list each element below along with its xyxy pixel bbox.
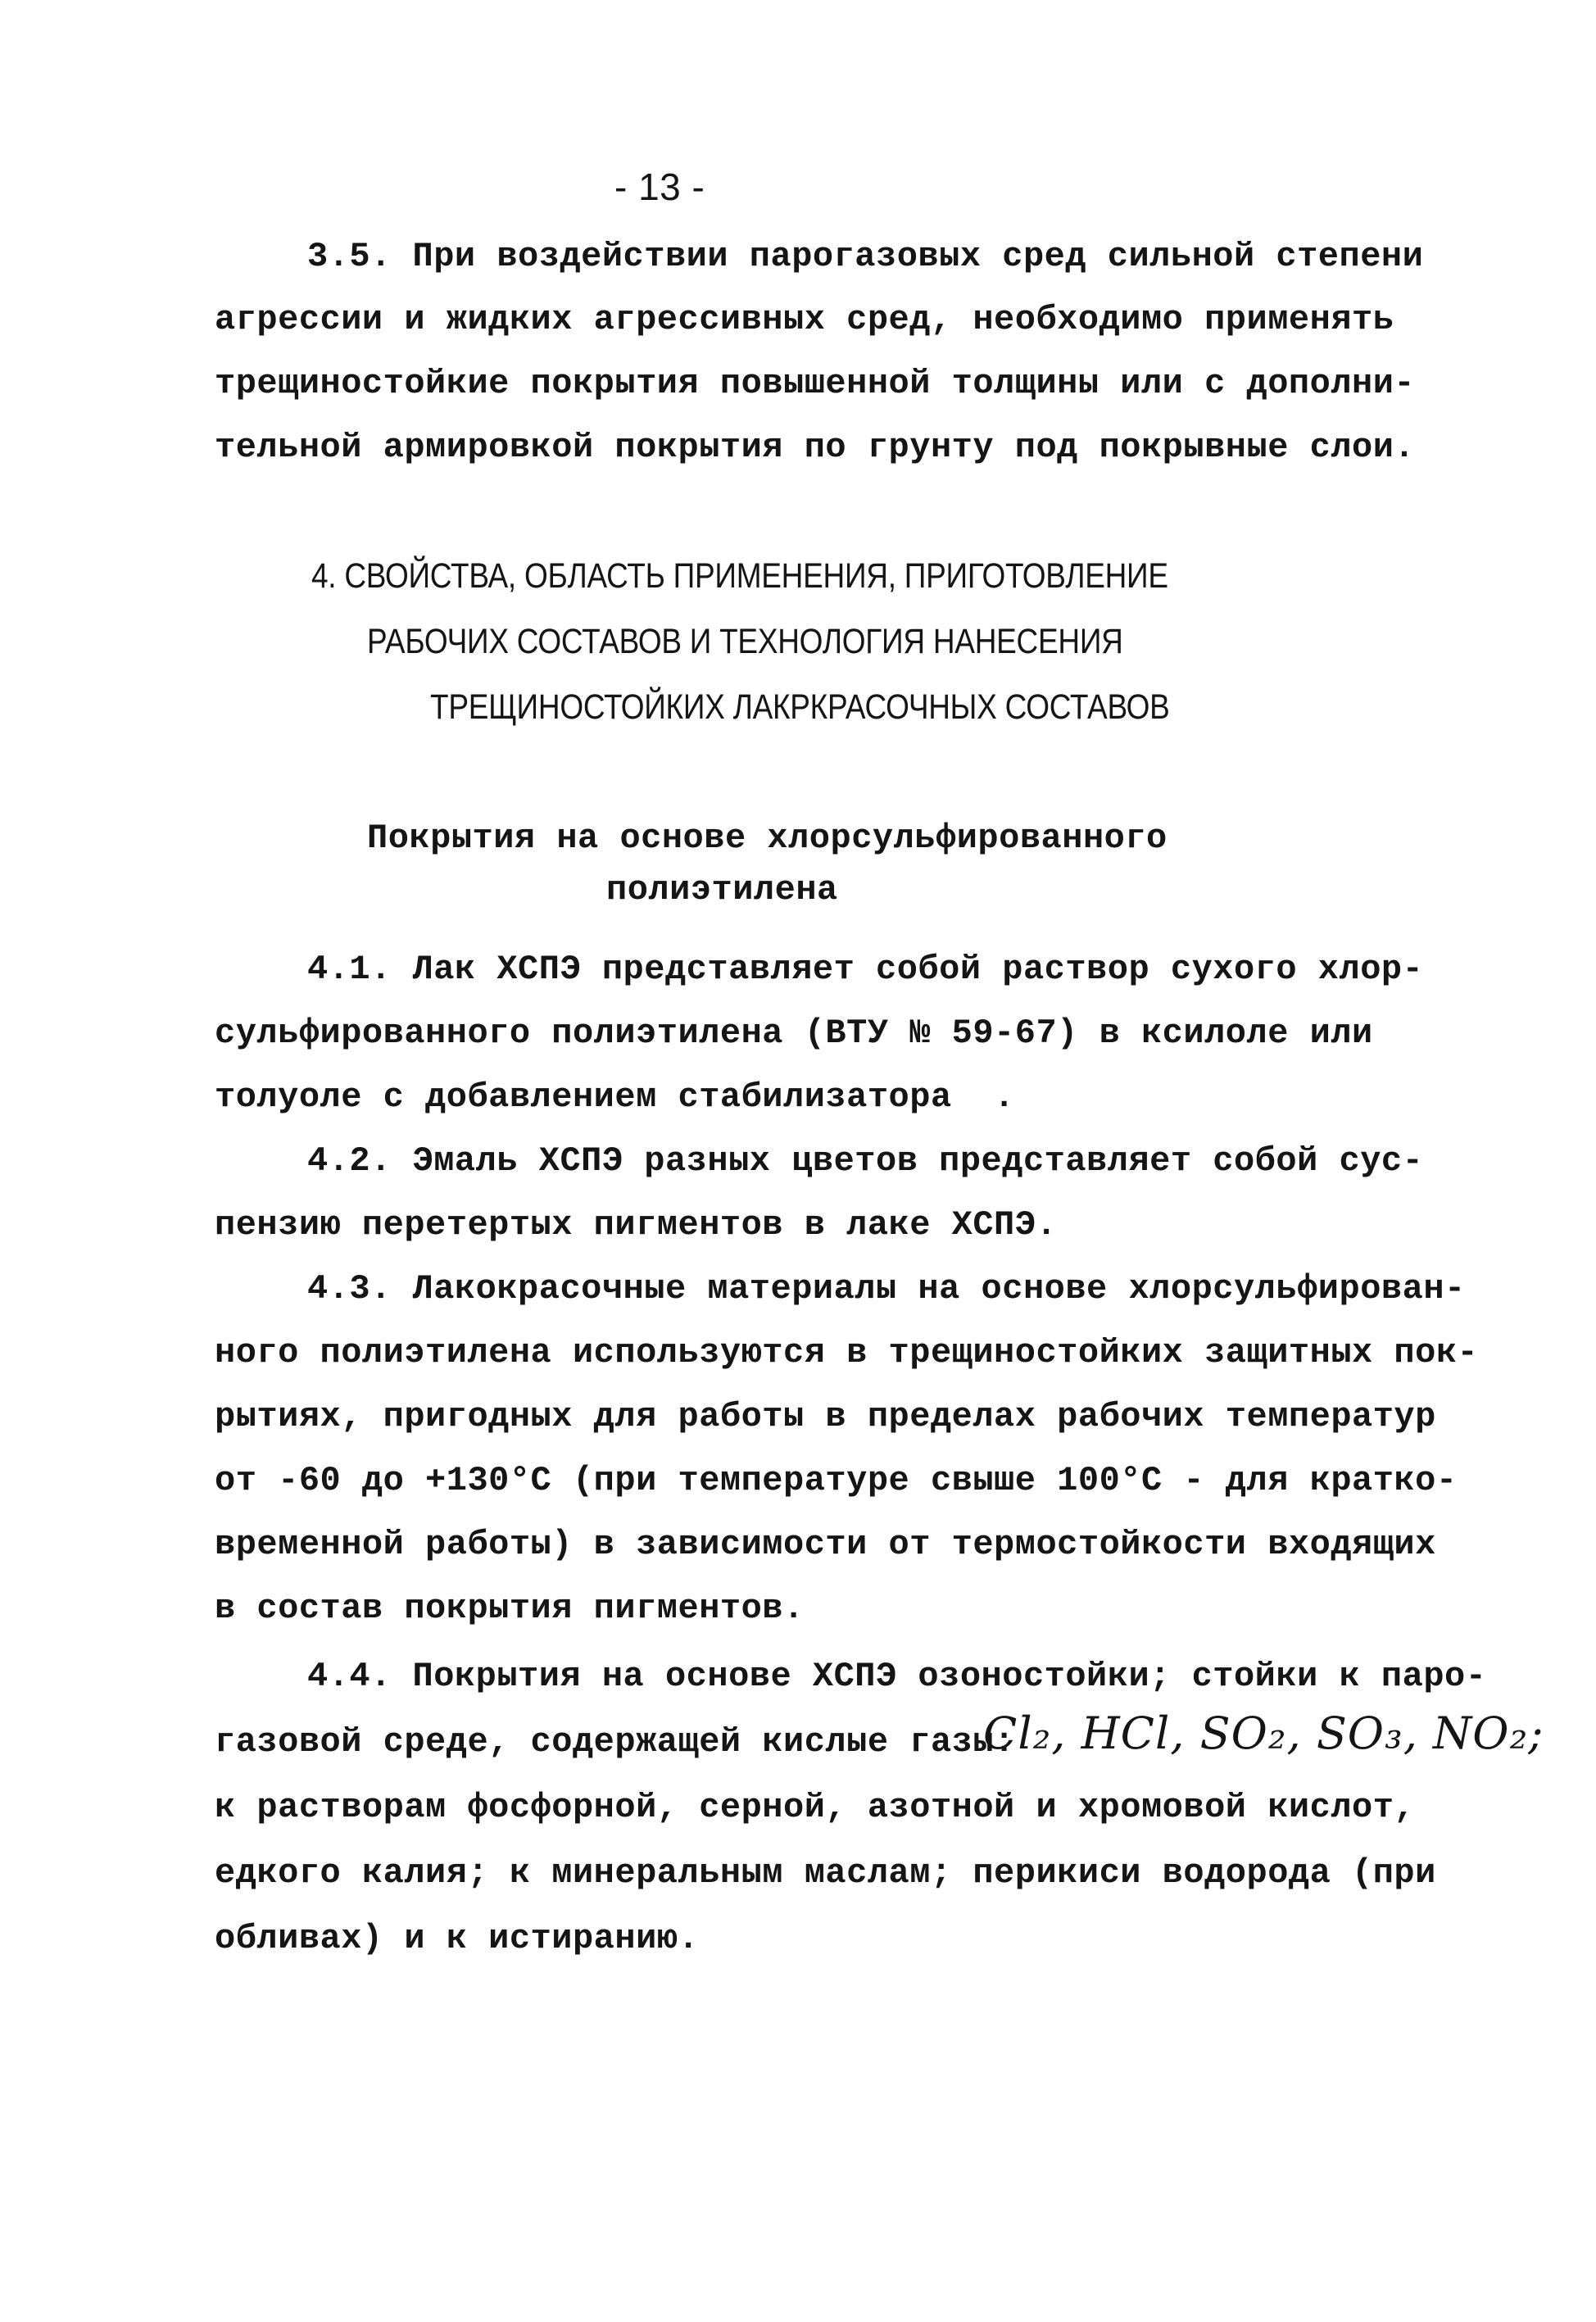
para-4-1-line-2: сульфированного полиэтилена (ВТУ № 59-67) в ксилоле или — [215, 1014, 1373, 1053]
para-3-5-line-3: трещиностойкие покрытия повышенной толщины или с дополни- — [215, 364, 1416, 403]
para-4-2-line-2: пензию перетертых пигментов в лаке ХСПЭ. — [215, 1205, 1058, 1245]
para-4-4-line-2: газовой среде, содержащей кислые газы: — [215, 1722, 1015, 1762]
para-3-5-line-1: 3.5. При воздействии парогазовых сред сильной степени — [307, 237, 1424, 276]
para-4-4-line-5: обливах) и к истиранию. — [215, 1919, 700, 1958]
para-4-3-line-3: рытиях, пригодных для работы в пределах рабочих температур — [215, 1397, 1436, 1436]
section-heading-line-3: ТРЕЩИНОСТОЙКИХ ЛАКРКРАСОЧНЫХ СОСТАВОВ — [430, 687, 1170, 727]
para-3-5-line-2: агрессии и жидких агрессивных сред, необходимо применять — [215, 300, 1394, 339]
para-4-4-line-4: едкого калия; к минеральным маслам; перикиси водорода (при — [215, 1853, 1436, 1893]
para-4-4-line-3: к растворам фосфорной, серной, азотной и хромовой кислот, — [215, 1788, 1416, 1827]
handwritten-gas-formulas: Cl₂, HCl, SO₂, SO₃, NO₂; — [983, 1707, 1544, 1759]
page-number: - 13 - — [614, 166, 705, 208]
section-heading-line-1: 4. СВОЙСТВА, ОБЛАСТЬ ПРИМЕНЕНИЯ, ПРИГОТОВЛЕНИЕ — [311, 556, 1168, 596]
subheading-line-1: Покрытия на основе хлорсульфированного — [367, 819, 1168, 858]
para-4-3-line-1: 4.3. Лакокрасочные материалы на основе хлорсульфирован- — [307, 1269, 1466, 1308]
para-3-5-line-4: тельной армировкой покрытия по грунту под покрывные слои. — [215, 428, 1416, 467]
section-heading-line-2: РАБОЧИХ СОСТАВОВ И ТЕХНОЛОГИЯ НАНЕСЕНИЯ — [367, 622, 1123, 661]
para-4-3-line-6: в состав покрытия пигментов. — [215, 1589, 805, 1628]
para-4-3-line-5: временной работы) в зависимости от термостойкости входящих — [215, 1525, 1436, 1564]
para-4-3-line-4: от -60 до +130°С (при температуре свыше 100°С - для кратко- — [215, 1461, 1458, 1500]
para-4-1-line-1: 4.1. Лак ХСПЭ представляет собой раствор сухого хлор- — [307, 950, 1424, 989]
para-4-1-line-3: толуоле с добавлением стабилизатора . — [215, 1077, 1015, 1117]
subheading-line-2: полиэтилена — [606, 870, 838, 909]
para-4-2-line-1: 4.2. Эмаль ХСПЭ разных цветов представляет собой сус- — [307, 1141, 1424, 1181]
para-4-4-line-1: 4.4. Покрытия на основе ХСПЭ озоностойки; стойки к паро- — [307, 1657, 1487, 1696]
para-4-3-line-2: ного полиэтилена используются в трещиностойких защитных пок- — [215, 1333, 1479, 1372]
